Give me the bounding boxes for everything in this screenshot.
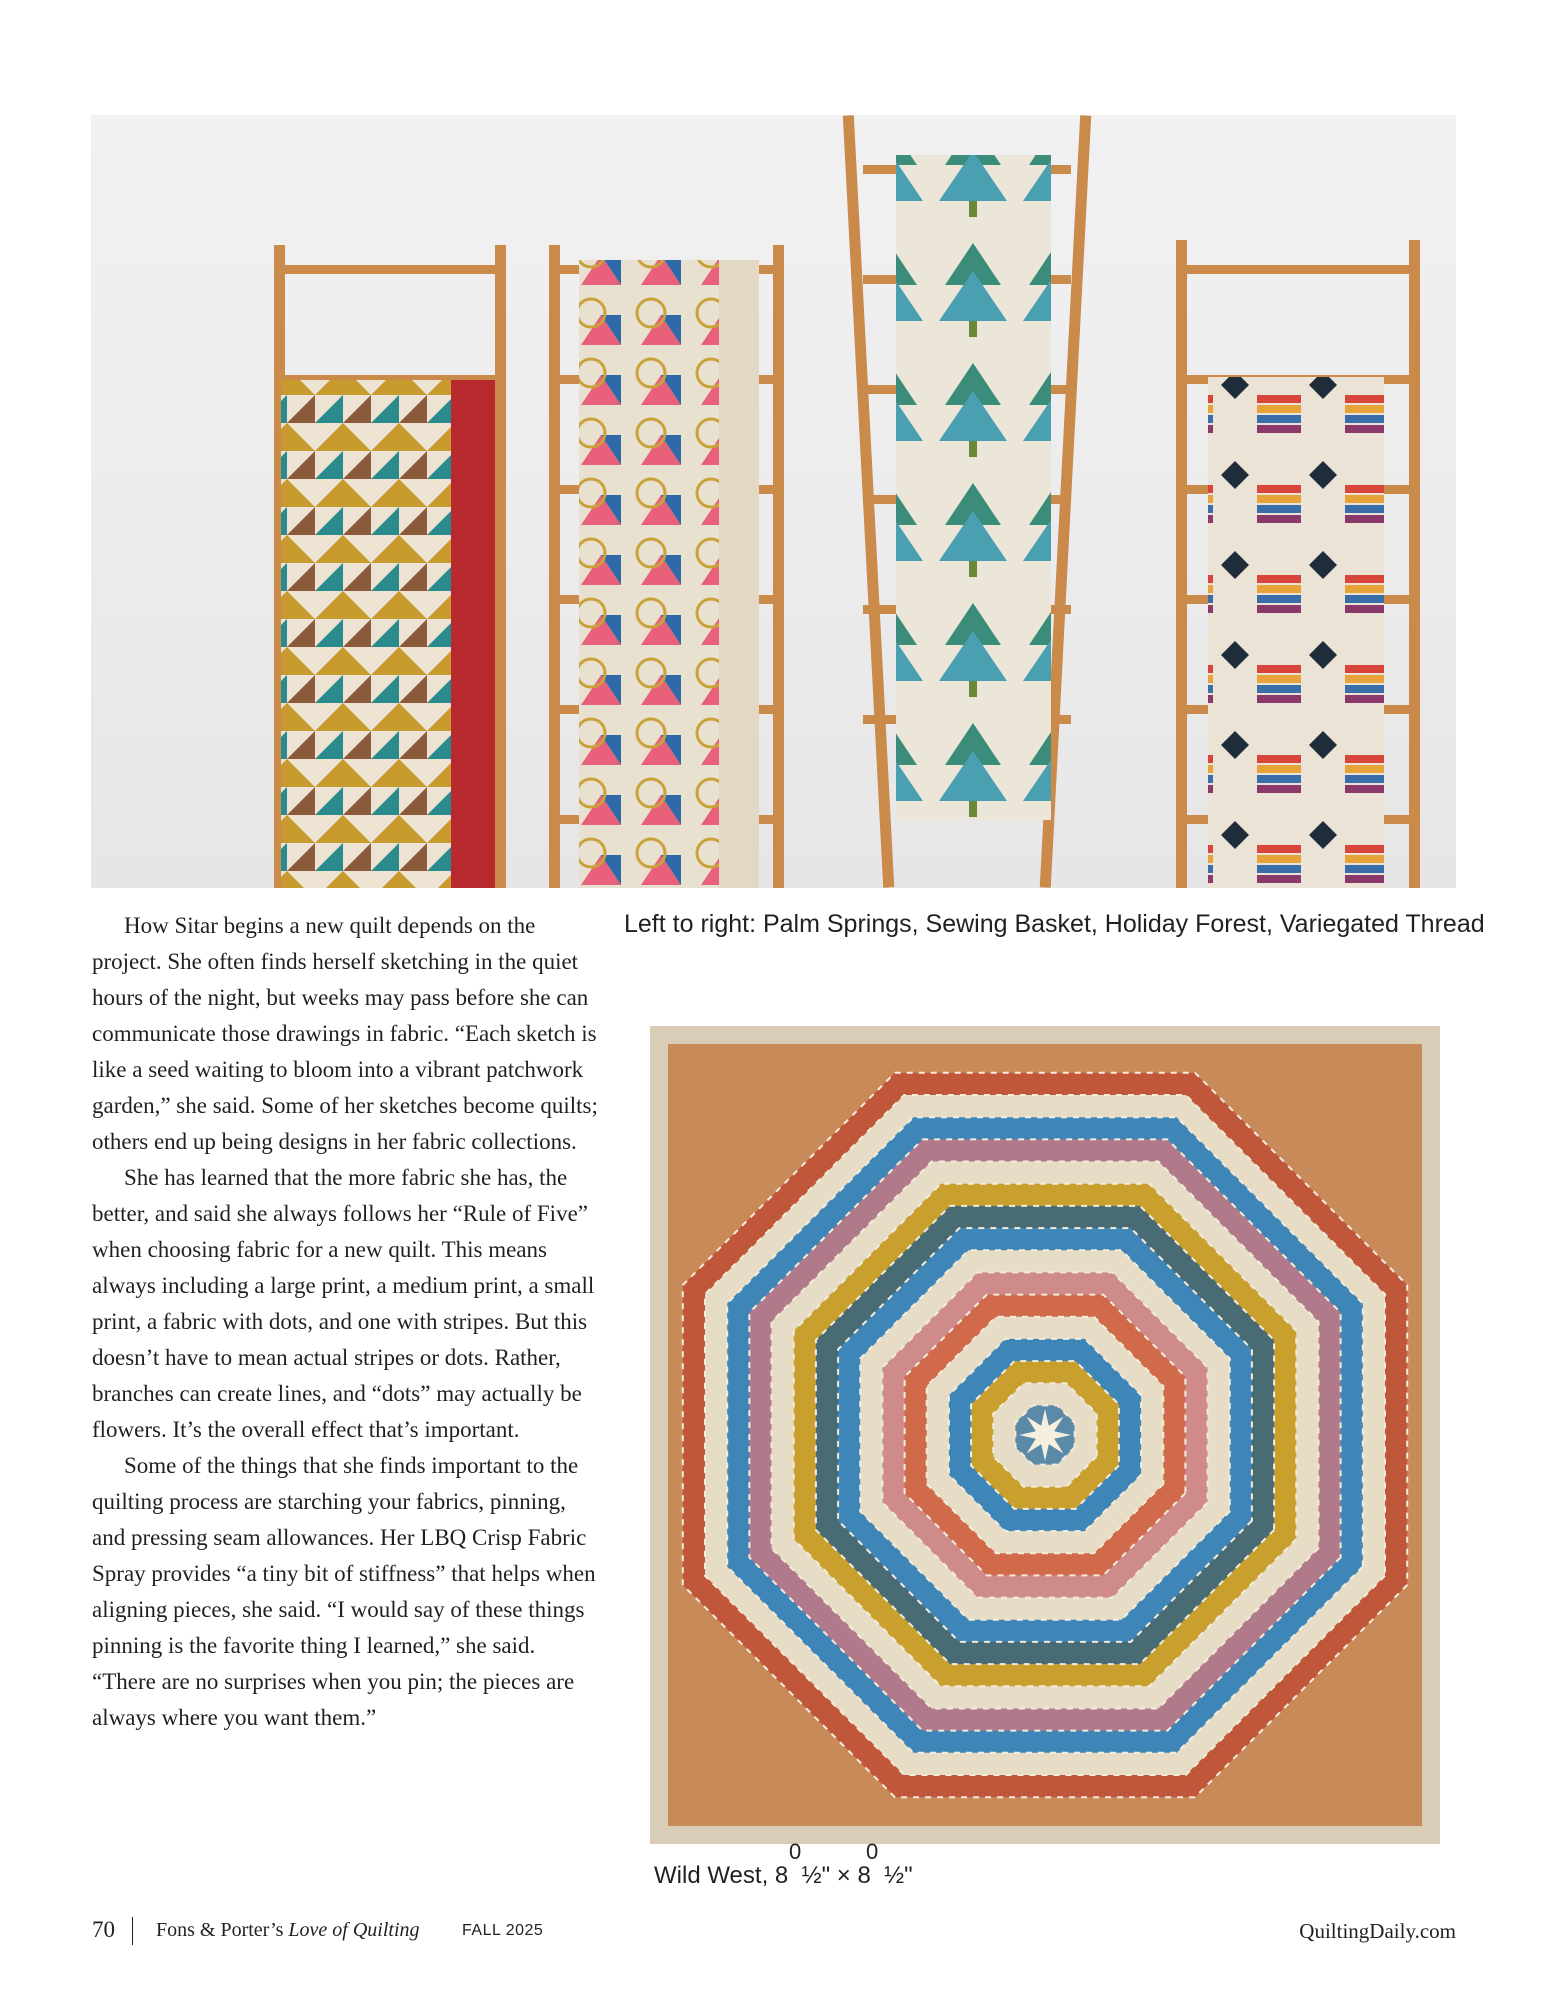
top-photo-caption: Left to right: Palm Springs, Sewing Basket, Holiday Forest, Variegated Thread <box>624 910 1485 938</box>
article-body <box>92 908 602 1736</box>
magazine-prefix: Fons & Porter’s <box>156 1919 289 1941</box>
footer-divider <box>132 1917 133 1945</box>
body-paragraph-3: Some of the things that she finds important to the quilting process are starching your fabrics, pinning, and pressing seam allowances. Her LBQ Crisp Fabric Spray provides “a tiny bit of stiffness” that helps when aligning pieces, she said. “I would say of these things pinning is the favorite thing I learned,” she said. “There are no surprises when you pin; the pieces are always where you want them.” <box>92 1453 596 1730</box>
page-footer <box>92 1917 1456 1947</box>
body-paragraph-1: How Sitar begins a new quilt depends on the project. She often finds herself sketching in the quiet hours of the night, but weeks may pass before she can communicate those drawings in fabric. “Each sketch is like a seed waiting to bloom into a vibrant patchwork garden,” she said. Some of her sketches become quilts; others end up being designs in her fabric collections. <box>92 913 598 1154</box>
quilt-caption <box>654 1840 913 1888</box>
variegated-thread-quilt <box>1208 377 1384 888</box>
caption-superscript-2: 0 <box>866 1839 879 1864</box>
wild-west-quilt-photo <box>650 1026 1440 1844</box>
body-paragraph-2: She has learned that the more fabric she has, the better, and said she always follows her “Rule of Five” when choosing fabric for a new quilt. This means always including a large print, a medium print, a small print, a fabric with dots, and one with stripes. But this doesn’t have to mean actual stripes or dots. Rather, branches can create lines, and “dots” may actually be flowers. It’s the overall effect that’s important. <box>92 1165 595 1442</box>
holiday-forest-quilt <box>896 155 1051 820</box>
wild-west-quilt-illustration <box>650 1026 1440 1844</box>
magazine-title: Love of Quilting <box>288 1919 420 1941</box>
page-number: 70 <box>92 1917 115 1942</box>
issue-label: FALL 2025 <box>462 1922 544 1939</box>
quilt-caption-text: Wild West, 8 ½" × 8 ½" <box>654 1862 913 1889</box>
website-link[interactable]: QuiltingDaily.com <box>1299 1919 1456 1943</box>
caption-superscript-1: 0 <box>789 1839 802 1864</box>
magazine-name <box>156 1919 420 1942</box>
ladder-quilts-illustration <box>91 115 1456 888</box>
ladder-quilts-photo <box>91 115 1456 888</box>
quilt-center-star <box>1019 1409 1071 1461</box>
